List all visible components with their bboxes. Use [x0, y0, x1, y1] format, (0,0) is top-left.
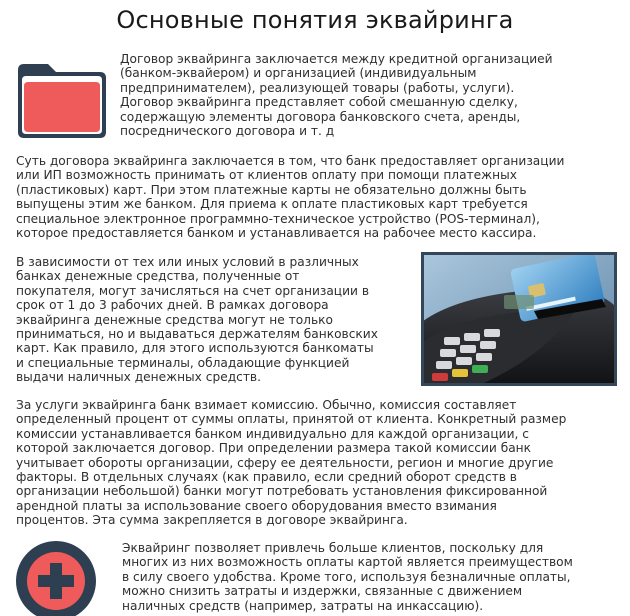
pos-terminal-photo: [421, 252, 617, 386]
crediting-paragraph: В зависимости от тех или иных условий в различных банках денежные средства, полученные от покупателя, могут зачисляться на счет организации в срок от 1 до 3 рабочих дней. В рамках договора эквайринга денежные средства могут не только приниматься, но и выдаваться держателям банковских карт. Как правило, для этого используются банкоматы и специальные терминалы, обладающие функцией выдачи наличных денежных средств.: [16, 255, 378, 385]
plus-circle-icon: [14, 539, 98, 616]
page-title: Основные понятия эквайринга: [116, 6, 514, 34]
essence-paragraph: Суть договора эквайринга заключается в том, что банк предоставляет организации или ИП возможность принимать от клиентов оплату при помощи платежных (пластиковых) карт. При этом платежные карты не обязательно должны быть выпущены этим же банком. Для приема к оплате пластиковых карт требуется специальное электронное программно-техническое устройство (POS-терминал), которое предоставляется банком и устанавливается на рабочее место кассира.: [16, 154, 565, 241]
commission-paragraph: За услуги эквайринга банк взимает комиссию. Обычно, комиссия составляет определенный процент от суммы оплаты, принятой от клиента. Конкретный размер комиссии устанавливается банком индивидуально для каждой организации, с которой заключается договор. При определении размера такой комиссии банк учитывает обороты организации, сферу ее деятельности, регион и многие другие факторы. В отдельных случаях (как правило, если средний оборот средств в организации небольшой) банки могут потребовать установления фиксированной арендной платы за использование своего оборудования вместо взимания процентов. Эта сумма закрепляется в договоре эквайринга.: [16, 398, 567, 528]
folder-icon: [14, 56, 110, 142]
intro-paragraph: Договор эквайринга заключается между кредитной организацией (банком-эквайером) и организацией (индивидуальным предпринимателем), реализующей товары (работы, услуги). Договор эквайринга представляет собой смешанную сделку, содержащую элементы договора банковского счета, аренды, посреднического договора и т. д: [120, 52, 553, 139]
benefits-paragraph: Эквайринг позволяет привлечь больше клиентов, поскольку для многих из них возможность оплаты картой является преимуществом в силу своего удобства. Кроме того, используя безналичные оплаты, можно снизить затраты и издержки, связанные с движением наличных средств (например, затраты на инкассацию).: [122, 541, 573, 613]
